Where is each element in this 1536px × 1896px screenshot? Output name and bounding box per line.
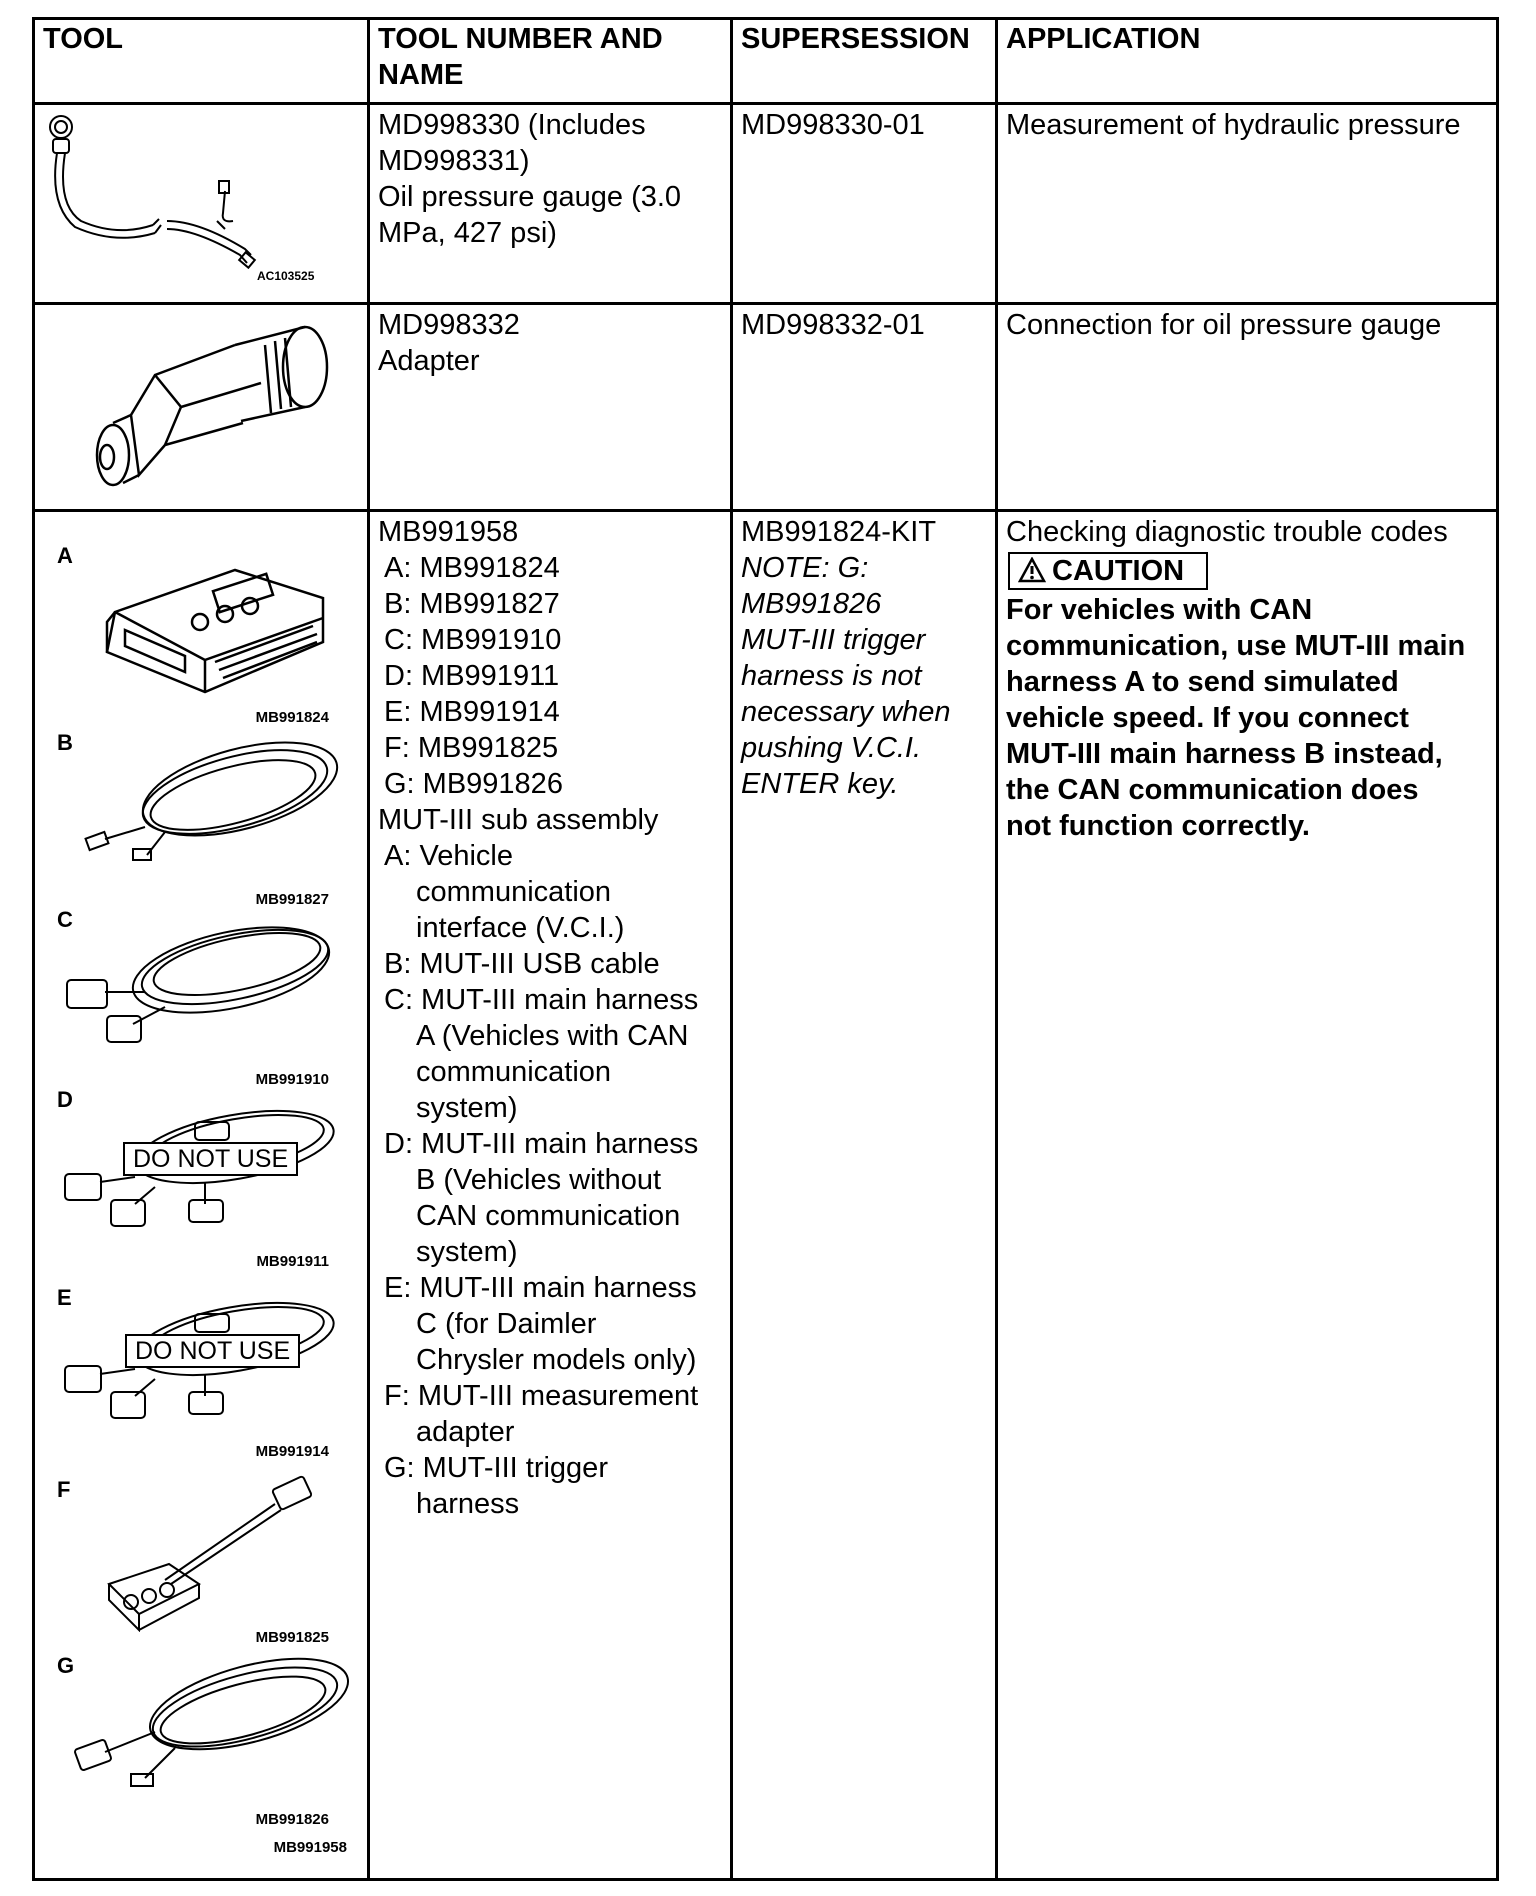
tool-name-line: MD998330 (Includes: [378, 109, 646, 141]
application-cell: Measurement of hydraulic pressure: [997, 104, 1498, 304]
part-number-label: MB991914: [255, 1443, 329, 1460]
note-line: necessary when: [741, 696, 951, 728]
supersession-cell: MD998330-01: [732, 104, 997, 304]
sub-assembly-item: E: MUT-III main harness: [384, 1272, 697, 1304]
component-item: B: MB991827: [384, 588, 560, 620]
measurement-adapter-illustration: [75, 1472, 355, 1632]
do-not-use-label: DO NOT USE: [125, 1334, 300, 1368]
sub-assembly-item-cont: C (for Daimler: [416, 1308, 597, 1340]
sub-assembly-item: C: MUT-III main harness: [384, 984, 699, 1016]
caution-line: communication, use MUT-III main: [1006, 630, 1466, 662]
tool-number-name-cell: [369, 304, 732, 511]
caution-line: For vehicles with CAN: [1006, 594, 1313, 626]
do-not-use-label: DO NOT USE: [123, 1142, 298, 1176]
sub-assembly-item-cont: B (Vehicles without: [416, 1164, 662, 1196]
tool-letter: F: [57, 1477, 71, 1502]
sub-assembly-item-cont: A (Vehicles with CAN: [416, 1020, 689, 1052]
header-supersession: SUPERSESSION: [732, 19, 997, 104]
sub-assembly-title: MUT-III sub assembly: [378, 804, 659, 836]
note-line: MUT-III trigger: [741, 624, 926, 656]
tool-letter: C: [57, 907, 73, 932]
header-tool: TOOL: [34, 19, 369, 104]
note-line: ENTER key.: [741, 768, 899, 800]
trigger-harness-illustration: [65, 1652, 355, 1802]
sub-assembly-item-cont: system): [416, 1236, 518, 1268]
sub-assembly-item: D: MUT-III main harness: [384, 1128, 699, 1160]
application-text: Checking diagnostic trouble codes: [1006, 516, 1448, 548]
tool-name-line: MD998331): [378, 145, 530, 177]
tool-letter: A: [57, 543, 73, 568]
sub-assembly-item-cont: harness: [416, 1488, 520, 1520]
caution-label: CAUTION: [1052, 555, 1185, 587]
sub-assembly-item-cont: communication: [416, 876, 612, 908]
kit-number: MB991958: [378, 516, 519, 548]
tool-name-line: Oil pressure gauge (3.0: [378, 181, 682, 213]
application-cell: Connection for oil pressure gauge: [997, 304, 1498, 511]
part-number-label: MB991911: [256, 1253, 329, 1270]
caution-line: MUT-III main harness B instead,: [1006, 738, 1443, 770]
component-item: G: MB991826: [384, 768, 563, 800]
part-number-label: MB991827: [255, 891, 329, 908]
usb-cable-illustration: [65, 737, 345, 862]
tool-letter: D: [57, 1087, 73, 1112]
supersession-note: [741, 550, 987, 802]
table-row: [34, 104, 1498, 304]
caution-line: vehicle speed. If you connect: [1006, 702, 1409, 734]
component-item: D: MB991911: [384, 660, 560, 692]
caution-line: the CAN communication does: [1006, 774, 1419, 806]
note-line: pushing V.C.I.: [741, 732, 922, 764]
header-application: APPLICATION: [997, 19, 1498, 104]
vci-unit-illustration: [85, 552, 335, 702]
caution-line: harness A to send simulated: [1006, 666, 1399, 698]
image-code: AC103525: [257, 269, 315, 283]
part-number-label: MB991825: [255, 1629, 329, 1646]
application-cell: [997, 511, 1498, 1880]
supersession-kit: MB991824-KIT: [741, 516, 937, 548]
component-item: F: MB991825: [384, 732, 559, 764]
adapter-illustration: [35, 305, 365, 505]
sub-assembly-item: A: Vehicle: [384, 840, 513, 872]
warning-triangle-icon: [1018, 557, 1046, 583]
sub-assembly-item-cont: adapter: [416, 1416, 515, 1448]
header-row: [34, 19, 1498, 104]
note-line: MB991826: [741, 588, 882, 620]
kit-part-number-label: MB991958: [273, 1839, 347, 1856]
special-tools-table: [32, 17, 1499, 1881]
header-number-name-line: NAME: [378, 59, 464, 91]
supersession-cell: MD998332-01: [732, 304, 997, 511]
supersession-cell: [732, 511, 997, 1880]
tool-image-cell: [34, 511, 369, 1880]
main-harness-a-illustration: [55, 912, 345, 1052]
sub-assembly-item-cont: system): [416, 1092, 518, 1124]
sub-assembly-item-cont: Chrysler models only): [416, 1344, 697, 1376]
part-number-label: MB991910: [255, 1071, 329, 1088]
component-item: C: MB991910: [384, 624, 562, 656]
table-row: [34, 511, 1498, 1880]
tool-letter: B: [57, 730, 73, 755]
caution-text: [1006, 592, 1488, 844]
header-number-name-line: TOOL NUMBER AND: [378, 23, 663, 55]
sub-assembly-item: F: MUT-III measurement: [384, 1380, 699, 1412]
tool-image-cell: [34, 104, 369, 304]
sub-assembly-item-cont: interface (V.C.I.): [416, 912, 625, 944]
caution-line: not function correctly.: [1006, 810, 1310, 842]
oil-pressure-gauge-illustration: [35, 105, 365, 299]
tool-letter: G: [57, 1653, 75, 1678]
caution-box: [1008, 552, 1208, 590]
tool-number-name-cell: [369, 104, 732, 304]
note-line: NOTE: G:: [741, 552, 869, 584]
sub-assembly-item: G: MUT-III trigger: [384, 1452, 608, 1484]
component-item: A: MB991824: [384, 552, 560, 584]
tool-image-cell: [34, 304, 369, 511]
tool-name-line: Adapter: [378, 345, 480, 377]
part-number-label: MB991826: [255, 1811, 329, 1828]
component-item: E: MB991914: [384, 696, 560, 728]
header-number-name: [369, 19, 732, 104]
sub-assembly-item-cont: CAN communication: [416, 1200, 681, 1232]
sub-assembly-item: B: MUT-III USB cable: [384, 948, 660, 980]
note-line: harness is not: [741, 660, 922, 692]
part-number-label: MB991824: [255, 709, 329, 726]
sub-assembly-item-cont: communication: [416, 1056, 612, 1088]
tool-number-name-cell: [369, 511, 732, 1880]
table-row: [34, 304, 1498, 511]
tool-letter: E: [57, 1285, 72, 1310]
tool-name-line: MPa, 427 psi): [378, 217, 557, 249]
tool-name-line: MD998332: [378, 309, 520, 341]
